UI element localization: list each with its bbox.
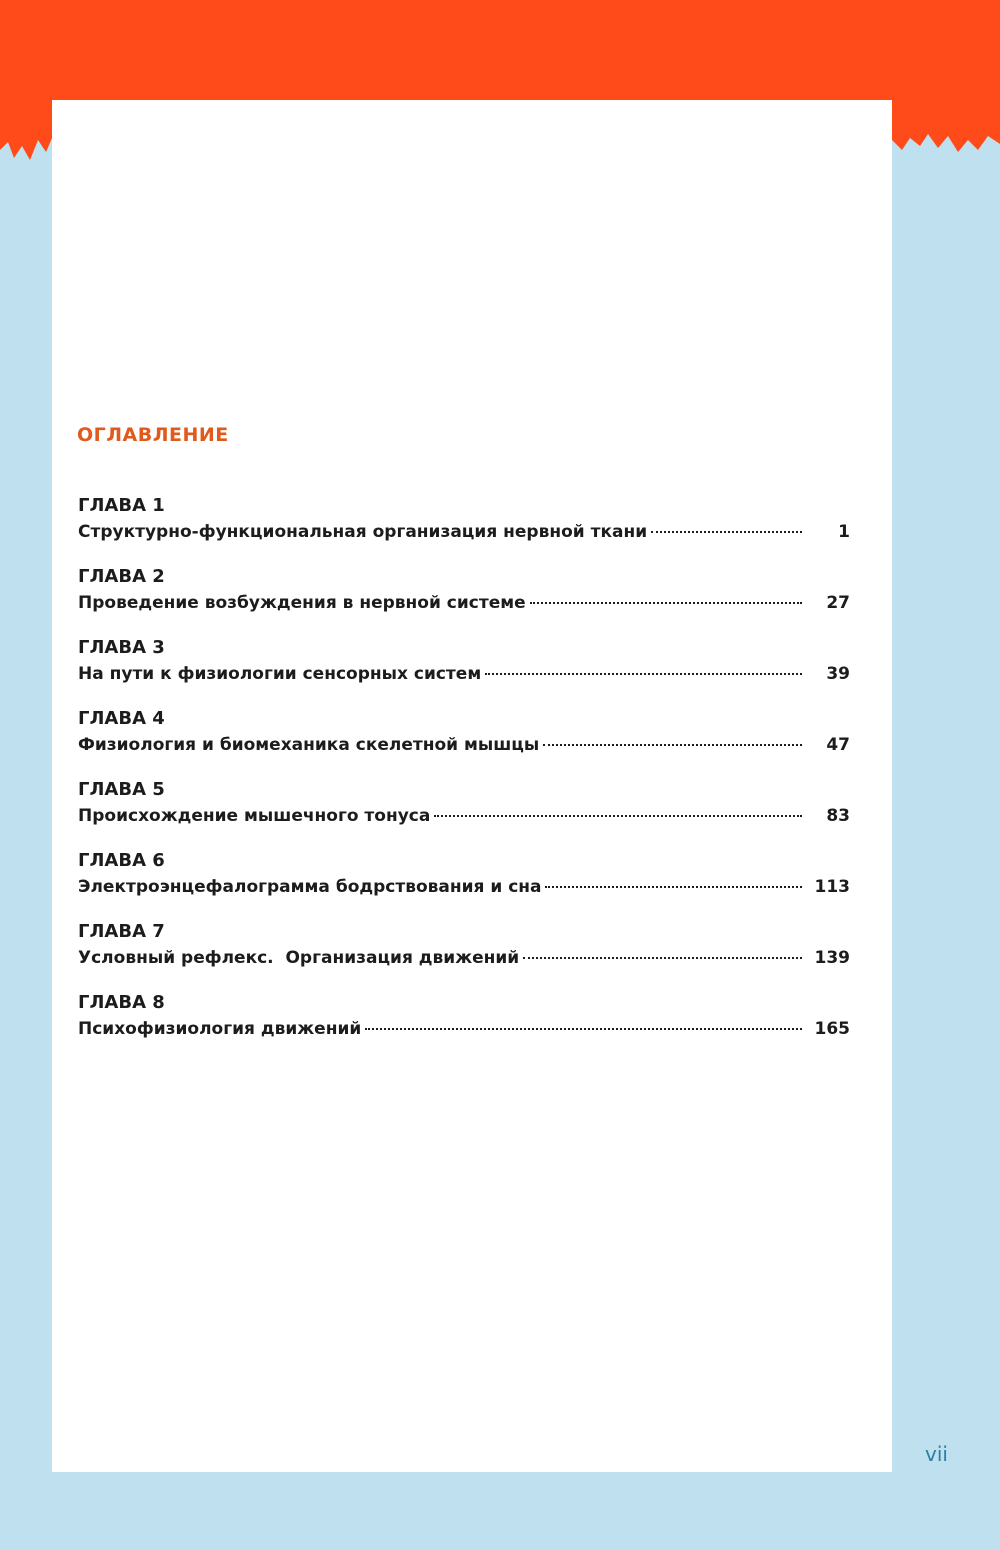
dot-leader — [434, 815, 802, 817]
dot-leader — [530, 602, 802, 604]
toc-title-row — [78, 804, 850, 828]
chapter-label: ГЛАВА 1 — [78, 495, 165, 516]
page-number: 113 — [814, 877, 850, 897]
dot-leader — [365, 1028, 802, 1030]
page-number: 139 — [814, 948, 850, 968]
chapter-label: ГЛАВА 8 — [78, 992, 165, 1013]
page-number: 83 — [826, 806, 850, 826]
chapter-label: ГЛАВА 7 — [78, 921, 165, 942]
dot-leader — [651, 531, 802, 533]
chapter-label: ГЛАВА 6 — [78, 850, 165, 871]
toc-entry[interactable] — [78, 636, 850, 707]
chapter-title: Условный рефлекс. Организация движений — [78, 948, 520, 968]
chapter-title: Физиология и биомеханика скелетной мышцы — [78, 735, 540, 755]
chapter-label: ГЛАВА 4 — [78, 708, 165, 729]
toc-title-row — [78, 875, 850, 899]
toc-entry[interactable] — [78, 565, 850, 636]
chapter-title: Происхождение мышечного тонуса — [78, 806, 431, 826]
chapter-label: ГЛАВА 2 — [78, 566, 165, 587]
chapter-title: Структурно-функциональная организация нервной ткани — [78, 522, 648, 542]
page-number: 165 — [814, 1019, 850, 1039]
page-folio: vii — [925, 1442, 948, 1466]
chapter-title: На пути к физиологии сенсорных систем — [78, 664, 482, 684]
chapter-title: Психофизиология движений — [78, 1019, 362, 1039]
toc-title-row — [78, 1017, 850, 1041]
toc-list — [78, 494, 850, 1062]
toc-entry[interactable] — [78, 778, 850, 849]
toc-entry[interactable] — [78, 991, 850, 1062]
page-number: 1 — [838, 522, 850, 542]
chapter-label: ГЛАВА 3 — [78, 637, 165, 658]
chapter-title: Электроэнцефалограмма бодрствования и сна — [78, 877, 542, 897]
toc-title-row — [78, 946, 850, 970]
dot-leader — [543, 744, 802, 746]
page-number: 39 — [826, 664, 850, 684]
toc-entry[interactable] — [78, 494, 850, 565]
chapter-label: ГЛАВА 5 — [78, 779, 165, 800]
toc-entry[interactable] — [78, 707, 850, 778]
toc-entry[interactable] — [78, 849, 850, 920]
chapter-title: Проведение возбуждения в нервной системе — [78, 593, 526, 613]
page-number: 47 — [826, 735, 850, 755]
toc-title-row — [78, 733, 850, 757]
toc-heading: ОГЛАВЛЕНИЕ — [77, 424, 229, 446]
toc-title-row — [78, 591, 850, 615]
dot-leader — [485, 673, 802, 675]
toc-title-row — [78, 520, 850, 544]
toc-entry[interactable] — [78, 920, 850, 991]
toc-title-row — [78, 662, 850, 686]
dot-leader — [545, 886, 802, 888]
page-number: 27 — [826, 593, 850, 613]
dot-leader — [523, 957, 802, 959]
